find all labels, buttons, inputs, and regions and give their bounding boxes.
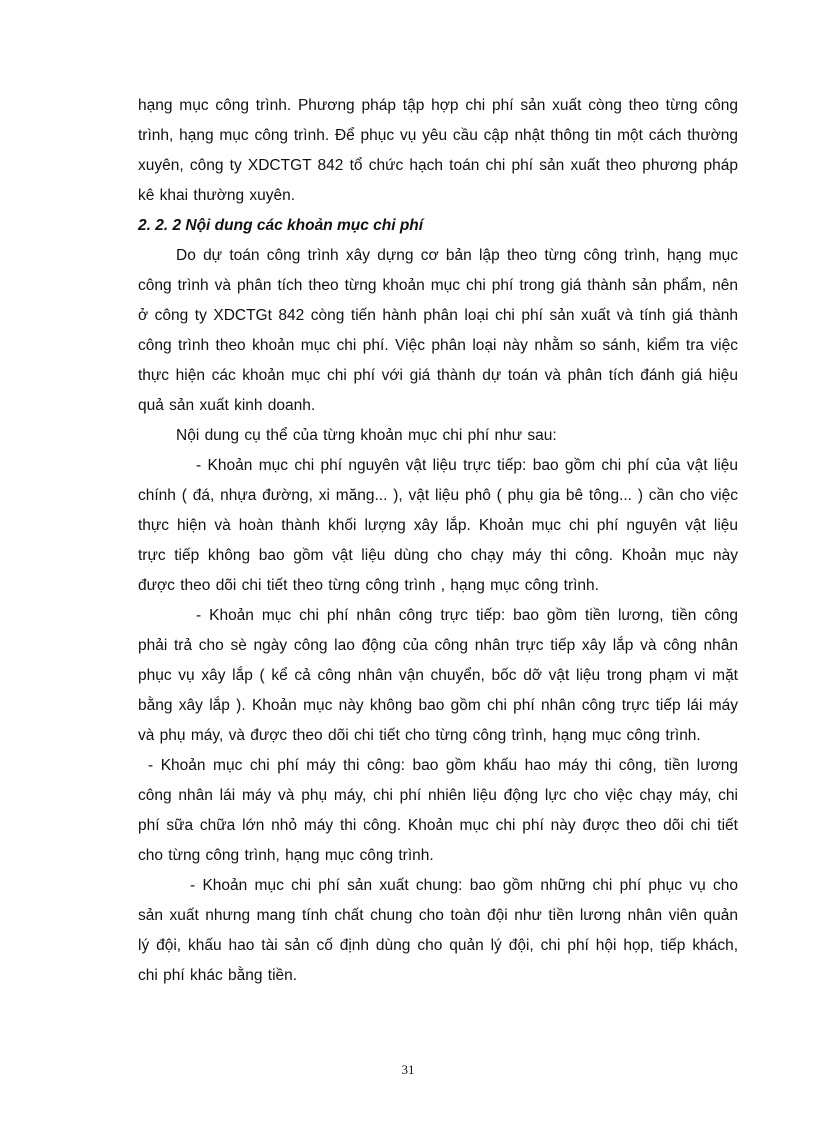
paragraph-line: trình, hạng mục công trình. Để phục vụ yêu cầu cập nhật thông tin một cách thường bbox=[138, 127, 738, 144]
paragraph-line: Nội dung cụ thể của từng khoản mục chi phí như sau: bbox=[176, 427, 557, 444]
paragraph-line: - Khoản mục chi phí nguyên vật liệu trực tiếp: bao gồm chi phí của vật liệu bbox=[196, 457, 738, 474]
section-heading: 2. 2. 2 Nội dung các khoản mục chi phí bbox=[138, 217, 424, 234]
paragraph-line: sản xuất nhưng mang tính chất chung cho toàn đội như tiền lương nhân viên quản bbox=[138, 907, 738, 924]
paragraph-line: thực hiện và hoàn thành khối lượng xây lắp. Khoản mục chi phí nguyên vật liệu bbox=[138, 517, 738, 534]
paragraph-line: phí sữa chữa lớn nhỏ máy thi công. Khoản mục chi phí này được theo dõi chi tiết bbox=[138, 817, 738, 834]
paragraph-line: quả sản xuất kinh doanh. bbox=[138, 397, 316, 414]
paragraph-line: được theo dõi chi tiết theo từng công trình , hạng mục công trình. bbox=[138, 577, 599, 594]
paragraph-line: và phụ máy, và được theo dõi chi tiết cho từng công trình, hạng mục công trình. bbox=[138, 727, 701, 744]
paragraph-line: lý đội, khấu hao tài sản cố định dùng cho quản lý đội, chi phí hội họp, tiếp khách, bbox=[138, 937, 738, 954]
paragraph-line: bằng xây lắp ). Khoản mục này không bao gồm chi phí nhân công trực tiếp lái máy bbox=[138, 697, 738, 714]
paragraph-line: ở công ty XDCTGt 842 còng tiến hành phân loại chi phí sản xuất và tính giá thành bbox=[138, 307, 738, 324]
paragraph-line: hạng mục công trình. Phương pháp tập hợp chi phí sản xuất còng theo từng công bbox=[138, 97, 738, 114]
paragraph-line: kê khai thường xuyên. bbox=[138, 187, 296, 204]
paragraph-line: công trình theo khoản mục chi phí. Việc phân loại này nhằm so sánh, kiểm tra việc bbox=[138, 337, 738, 354]
paragraph-line: - Khoản mục chi phí máy thi công: bao gồm khấu hao máy thi công, tiền lương bbox=[148, 757, 738, 774]
paragraph-line: phải trả cho sè ngày công lao động của công nhân trực tiếp xây lắp và công nhân bbox=[138, 637, 738, 654]
paragraph-line: trực tiếp không bao gồm vật liệu dùng cho chạy máy thi công. Khoản mục này bbox=[138, 547, 738, 564]
paragraph-line: - Khoản mục chi phí nhân công trực tiếp: bao gồm tiền lương, tiền công bbox=[196, 607, 738, 624]
paragraph-line: thực hiện các khoản mục chi phí với giá thành dự toán và phân tích đánh giá hiệu bbox=[138, 367, 738, 384]
paragraph-line: công nhân lái máy và phụ máy, chi phí nhiên liệu động lực cho việc chạy máy, chi bbox=[138, 787, 738, 804]
paragraph-line: cho từng công trình, hạng mục công trình. bbox=[138, 847, 434, 864]
paragraph-line: - Khoản mục chi phí sản xuất chung: bao gồm những chi phí phục vụ cho bbox=[190, 877, 738, 894]
paragraph-line: chi phí khác bằng tiền. bbox=[138, 967, 298, 984]
paragraph-line: xuyên, công ty XDCTGT 842 tổ chức hạch toán chi phí sản xuất theo phương pháp bbox=[138, 157, 738, 174]
paragraph-line: phục vụ xây lắp ( kể cả công nhân vận chuyển, bốc dỡ vật liệu trong phạm vi mặt bbox=[138, 667, 738, 684]
paragraph-line: chính ( đá, nhựa đường, xi măng... ), vật liệu phô ( phụ gia bê tông... ) cần cho việc bbox=[138, 487, 738, 504]
paragraph-line: công trình và phân tích theo từng khoản mục chi phí trong giá thành sản phẩm, nên bbox=[138, 277, 738, 294]
page-number: 31 bbox=[401, 1062, 415, 1077]
paragraph-line: Do dự toán công trình xây dựng cơ bản lập theo từng công trình, hạng mục bbox=[176, 247, 738, 264]
